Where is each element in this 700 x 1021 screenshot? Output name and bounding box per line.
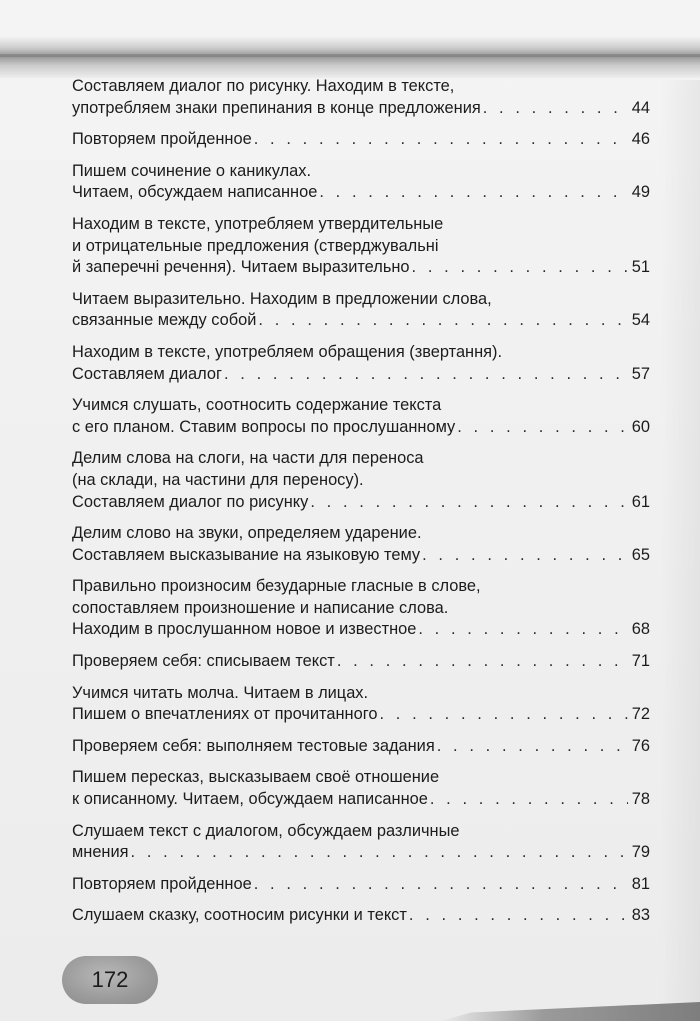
toc-page-number: 54 — [631, 311, 650, 330]
toc-page-number: 49 — [631, 183, 650, 202]
toc-entry-title: й заперечні речення). Читаем выразительно — [72, 258, 410, 277]
toc-entry-last-line — [72, 492, 650, 514]
toc-entry-title: Составляем диалог по рисунку — [72, 492, 309, 511]
toc-entry-line: и отрицательные предложения (стверджувальні — [72, 236, 439, 255]
toc-entry-line: Составляем диалог по рисунку. Находим в тексте, — [72, 77, 455, 95]
page-number: 172 — [91, 967, 129, 992]
toc-entry — [72, 161, 650, 204]
toc-entry-title: Находим в прослушанном новое и известное — [72, 620, 417, 639]
toc-entry-line: Находим в тексте, употребляем обращения (звертання). — [72, 342, 503, 361]
toc-entry-title: Повторяем пройденное — [72, 130, 252, 149]
header-decorative-stripe — [0, 36, 700, 78]
toc-page-number: 81 — [631, 874, 650, 893]
toc-page-number: 78 — [631, 790, 650, 809]
toc-entry-last-line — [72, 98, 650, 120]
page-number-badge — [62, 956, 158, 1004]
toc-page-number: 57 — [631, 364, 650, 383]
toc-entry — [72, 576, 650, 641]
toc-entry-line: Правильно произносим безударные гласные в слове, — [72, 577, 481, 596]
toc-entry-title: Слушаем сказку, соотносим рисунки и текст — [72, 906, 407, 925]
dot-leader — [437, 736, 628, 758]
toc-entry — [72, 342, 650, 385]
toc-entry — [72, 821, 650, 864]
toc-entry-title: употребляем знаки препинания в конце предложения — [72, 98, 481, 117]
toc-entry — [72, 214, 650, 279]
toc-entry-line: Находим в тексте, употребляем утвердительные — [72, 214, 444, 233]
toc-entry-title: Составляем высказывание на языковую тему — [72, 545, 421, 564]
toc-page-number: 61 — [631, 492, 650, 511]
toc-entry-last-line — [72, 417, 650, 439]
dot-leader — [418, 619, 628, 641]
toc-entry-last-line — [72, 310, 650, 332]
toc-page-number: 68 — [631, 620, 650, 639]
toc-entry — [72, 651, 650, 673]
dot-leader — [430, 789, 628, 811]
toc-entry-last-line — [72, 129, 650, 151]
toc-entry-last-line — [72, 842, 650, 864]
toc-entry-title: Читаем, обсуждаем написанное — [72, 183, 318, 202]
toc-entry-last-line — [72, 789, 650, 811]
toc-entry-last-line — [72, 182, 650, 204]
toc-page-number: 79 — [631, 843, 650, 862]
toc-entry-line: сопоставляем произношение и написание слова. — [72, 598, 449, 617]
toc-entry-title: связанные между собой — [72, 311, 257, 330]
toc-page-number: 83 — [631, 906, 650, 925]
toc-entry — [72, 736, 650, 758]
toc-entry — [72, 289, 650, 332]
toc-entry — [72, 76, 650, 119]
toc-entry-last-line — [72, 545, 650, 567]
toc-entry — [72, 874, 650, 896]
toc-entry-last-line — [72, 257, 650, 279]
dot-leader — [310, 492, 628, 514]
toc-page-number: 71 — [631, 652, 650, 671]
toc-entry — [72, 395, 650, 438]
toc-page-number: 65 — [631, 545, 650, 564]
dot-leader — [254, 129, 628, 151]
toc-entry-last-line — [72, 736, 650, 758]
toc-entry — [72, 905, 650, 927]
toc-page-number: 76 — [631, 736, 650, 755]
dot-leader — [409, 905, 628, 927]
toc-entry-last-line — [72, 364, 650, 386]
dot-leader — [483, 98, 628, 120]
toc-entry-title: Пишем о впечатлениях от прочитанного — [72, 705, 378, 724]
toc-entry-line: (на склади, на частини для переносу). — [72, 470, 364, 489]
toc-entry-last-line — [72, 704, 650, 726]
toc-entry-title: Повторяем пройденное — [72, 874, 252, 893]
toc-entry-line: Пишем сочинение о каникулах. — [72, 161, 312, 180]
toc-entry — [72, 129, 650, 151]
toc-entry-line: Учимся читать молча. Читаем в лицах. — [72, 683, 369, 702]
toc-entry — [72, 523, 650, 566]
dot-leader — [379, 704, 628, 726]
toc-entry — [72, 448, 650, 513]
toc-entry-line: Читаем выразительно. Находим в предложении слова, — [72, 289, 492, 308]
page-edge-shadow — [660, 80, 700, 1020]
footer-decorative-stripe — [440, 1002, 700, 1021]
dot-leader — [258, 310, 628, 332]
toc-entry-last-line — [72, 874, 650, 896]
dot-leader — [131, 842, 628, 864]
toc-page-number: 44 — [631, 98, 650, 117]
toc-entry-title: Проверяем себя: списываем текст — [72, 652, 335, 671]
toc-entry-title: Проверяем себя: выполняем тестовые задания — [72, 736, 435, 755]
toc-entry-title: Составляем диалог — [72, 364, 222, 383]
dot-leader — [224, 364, 628, 386]
toc-entry — [72, 767, 650, 810]
table-of-contents — [72, 76, 650, 937]
toc-entry-title: с его планом. Ставим вопросы по прослушанному — [72, 417, 456, 436]
toc-entry-line: Делим слова на слоги, на части для переноса — [72, 449, 424, 468]
toc-entry-line: Учимся слушать, соотносить содержание текста — [72, 396, 442, 415]
toc-entry — [72, 683, 650, 726]
toc-entry-line: Пишем пересказ, высказываем своё отношение — [72, 768, 440, 787]
dot-leader — [457, 417, 628, 439]
dot-leader — [422, 545, 628, 567]
dot-leader — [337, 651, 628, 673]
toc-entry-last-line — [72, 905, 650, 927]
toc-entry-last-line — [72, 651, 650, 673]
toc-entry-title: к описанному. Читаем, обсуждаем написанное — [72, 790, 428, 809]
dot-leader — [254, 874, 628, 896]
dot-leader — [319, 182, 628, 204]
toc-page-number: 51 — [631, 258, 650, 277]
toc-entry-line: Слушаем текст с диалогом, обсуждаем различные — [72, 821, 460, 840]
toc-page-number: 72 — [631, 705, 650, 724]
toc-entry-line: Делим слово на звуки, определяем ударение. — [72, 524, 422, 543]
dot-leader — [412, 257, 628, 279]
toc-entry-title: мнения — [72, 843, 129, 862]
toc-page-number: 60 — [631, 417, 650, 436]
toc-page-number: 46 — [631, 130, 650, 149]
toc-entry-last-line — [72, 619, 650, 641]
